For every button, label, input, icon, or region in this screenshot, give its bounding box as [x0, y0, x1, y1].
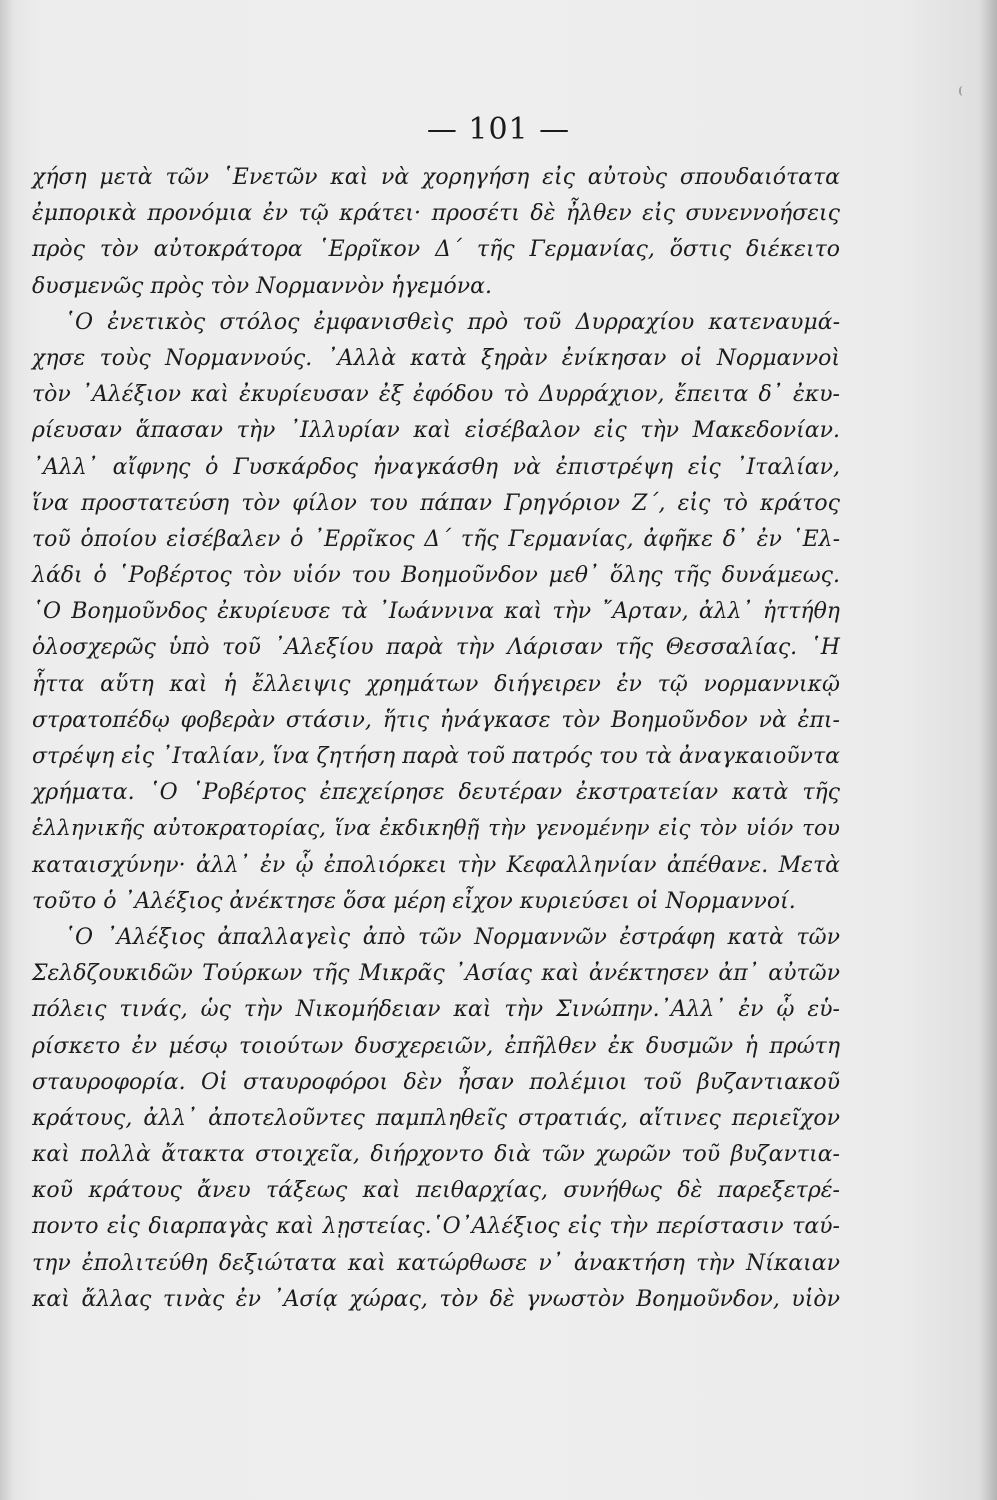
text-line: καὶ ἄλλας τινὰς ἐν ᾿Ασίᾳ χώρας, τὸν δὲ γνωστὸν Βοημοῦνδον, υἱὸν — [32, 1286, 840, 1312]
text-line: ρίευσαν ἅπασαν τὴν ᾿Ιλλυρίαν καὶ εἰσέβαλον εἰς τὴν Μακεδονίαν. — [32, 418, 840, 444]
text-line: ἐμπορικὰ προνόμια ἐν τῷ κράτει· προσέτι δὲ ἦλθεν εἰς συνεννοήσεις — [32, 201, 840, 227]
text-line: στρέψη εἰς ᾿Ιταλίαν, ἵνα ζητήση παρὰ τοῦ πατρός του τὰ ἀναγκαιοῦντα — [32, 744, 840, 769]
text-line: πόλεις τινάς, ὡς τὴν Νικομήδειαν καὶ τὴν Σινώπην.᾿Αλλ᾿ ἐν ᾧ εὑ- — [32, 997, 840, 1023]
text-line: καὶ πολλὰ ἄτακτα στοιχεῖα, διήρχοντο διὰ τῶν χωρῶν τοῦ βυζαντια- — [32, 1142, 840, 1168]
text-line: χησε τοὺς Νορμαννούς. ᾿Αλλὰ κατὰ ξηρὰν ἐνίκησαν οἱ Νορμαννοὶ — [32, 345, 840, 371]
page-number: — 101 — — [426, 112, 571, 147]
text-line: ρίσκετο ἐν μέσῳ τοιούτων δυσχερειῶν, ἐπῆλθεν ἐκ δυσμῶν ἡ πρώτη — [32, 1033, 840, 1059]
text-line: καταισχύνην· ἀλλ᾿ ἐν ᾧ ἐπολιόρκει τὴν Κεφαλληνίαν ἀπέθανε. Μετὰ — [32, 852, 840, 878]
text-line: χήση μετὰ τῶν ῾Ενετῶν καὶ νὰ χορηγήση εἰς αὐτοὺς σπουδαιότατα — [32, 165, 840, 190]
text-line: κοῦ κράτους ἄνευ τάξεως καὶ πειθαρχίας, συνήθως δὲ παρεξετρέ- — [32, 1178, 840, 1204]
text-line: σταυροφορία. Οἱ σταυροφόροι δὲν ἦσαν πολέμιοι τοῦ βυζαντιακοῦ — [32, 1069, 840, 1095]
text-line: ᾿Αλλ᾿ αἴφνης ὁ Γυσκάρδος ἠναγκάσθη νὰ ἐπιστρέψη εἰς ᾿Ιταλίαν, — [32, 454, 840, 480]
margin-mark — [959, 86, 967, 96]
page-edge-shadow — [979, 0, 997, 1500]
text-line: κράτους, ἀλλ᾿ ἀποτελοῦντες παμπληθεῖς στρατιάς, αἵτινες περιεῖχον — [32, 1105, 840, 1131]
text-line: πρὸς τὸν αὐτοκράτορα ῾Ερρῖκον Δ΄ τῆς Γερμανίας, ὅστις διέκειτο — [32, 237, 840, 263]
text-line: ῾Ο ἐνετικὸς στόλος ἐμφανισθεὶς πρὸ τοῦ Δυρραχίου κατεναυμά- — [64, 309, 840, 335]
text-line: λάδι ὁ ῾Ροβέρτος τὸν υἱόν του Βοημοῦνδον μεθ᾿ ὅλης τῆς δυνάμεως. — [32, 563, 840, 589]
text-line: τοῦτο ὁ ᾿Αλέξιος ἀνέκτησε ὅσα μέρη εἶχον κυριεύσει οἱ Νορμαννοί. — [32, 888, 796, 914]
text-line: στρατοπέδῳ φοβερὰν στάσιν, ἥτις ἠνάγκασε τὸν Βοημοῦνδον νὰ ἐπι- — [32, 707, 840, 733]
text-line: ἵνα προστατεύση τὸν φίλον του πάπαν Γρηγόριον Ζ΄, εἰς τὸ κράτος — [32, 490, 840, 516]
text-line: Σελδζουκιδῶν Τούρκων τῆς Μικρᾶς ᾿Ασίας καὶ ἀνέκτησεν ἀπ᾿ αὐτῶν — [32, 961, 840, 987]
text-line: ποντο εἰς διαρπαγὰς καὶ λῃστείας.῾Ο᾿Αλέξιος εἰς τὴν περίστασιν ταύ- — [32, 1214, 840, 1240]
text-line: δυσμενῶς πρὸς τὸν Νορμαννὸν ἡγεμόνα. — [32, 273, 492, 299]
body-text — [32, 160, 840, 1318]
text-line: τοῦ ὁποίου εἰσέβαλεν ὁ ᾿Ερρῖκος Δ΄ τῆς Γερμανίας, ἀφῆκε δ᾿ ἐν ῾Ελ- — [32, 526, 840, 552]
text-line: ῾Ο Βοημοῦνδος ἐκυρίευσε τὰ ᾿Ιωάννινα καὶ τὴν ῎Αρταν, ἀλλ᾿ ἡττήθη — [32, 599, 840, 625]
text-line: την ἐπολιτεύθη δεξιώτατα καὶ κατώρθωσε ν᾿ ἀνακτήση τὴν Νίκαιαν — [32, 1250, 840, 1276]
text-line: ῾Ο ᾿Αλέξιος ἀπαλλαγεὶς ἀπὸ τῶν Νορμαννῶν ἐστράφη κατὰ τῶν — [64, 924, 840, 950]
text-line: ἧττα αὕτη καὶ ἡ ἔλλειψις χρημάτων διήγειρεν ἐν τῷ νορμαννικῷ — [32, 671, 840, 697]
text-line: ἑλληνικῆς αὐτοκρατορίας, ἵνα ἐκδικηθῇ τὴν γενομένην εἰς τὸν υἱόν του — [32, 816, 840, 842]
text-line: ὁλοσχερῶς ὑπὸ τοῦ ᾿Αλεξίου παρὰ τὴν Λάρισαν τῆς Θεσσαλίας. ῾Η — [32, 635, 840, 661]
text-line: τὸν ᾿Αλέξιον καὶ ἐκυρίευσαν ἐξ ἐφόδου τὸ Δυρράχιον, ἔπειτα δ᾿ ἐκυ- — [32, 382, 840, 408]
text-line: χρήματα. ῾Ο ῾Ροβέρτος ἐπεχείρησε δευτέραν ἐκστρατείαν κατὰ τῆς — [32, 780, 840, 806]
